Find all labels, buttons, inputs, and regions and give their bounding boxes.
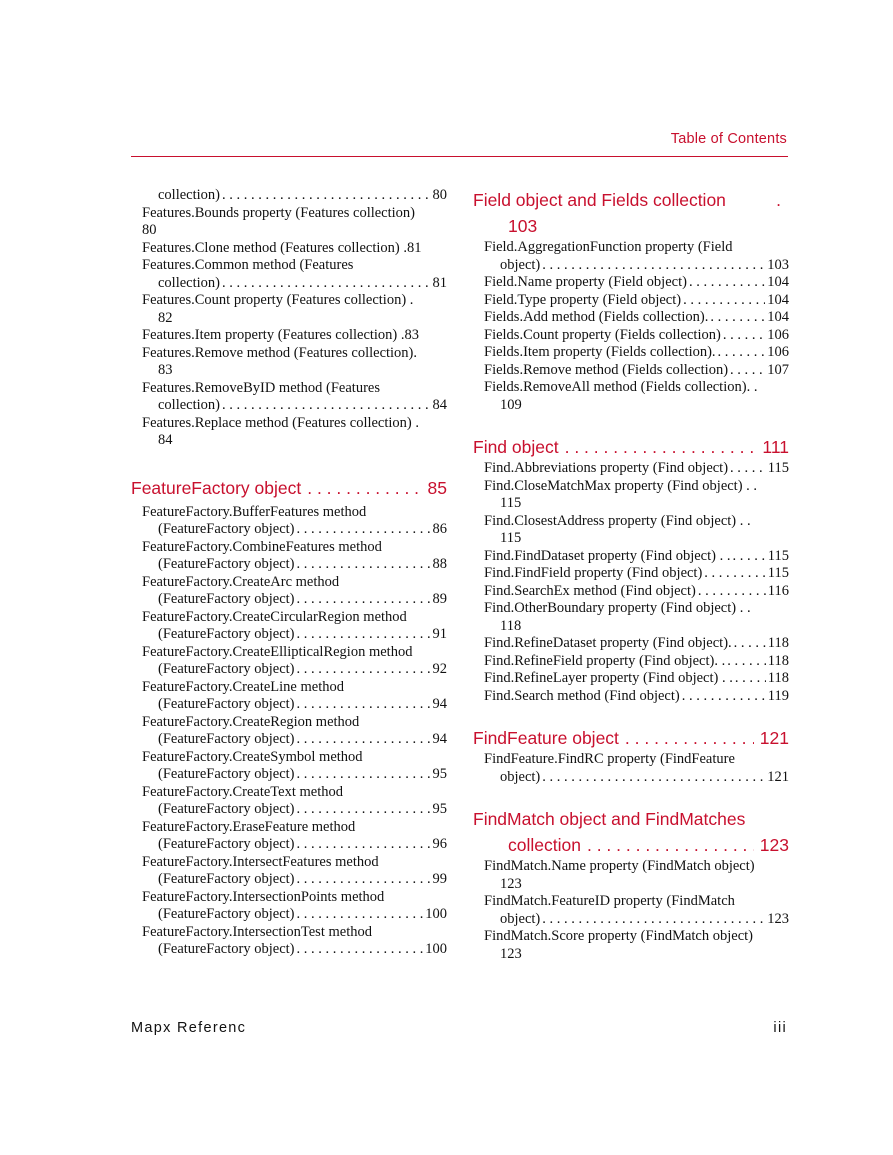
toc-left-column — [131, 187, 447, 959]
page-number: 84 — [432, 397, 447, 413]
section-heading-featurefactory[interactable]: FeatureFactory object . . . 85 — [131, 475, 447, 501]
toc-entry[interactable]: FindFeature.FindRC property (FindFeature — [484, 751, 735, 767]
section-heading-findmatch[interactable]: FindMatch object and FindMatches — [473, 809, 746, 829]
page-number: 80 — [432, 187, 447, 203]
page-number: 119 — [767, 687, 789, 704]
section-heading-findmatch-cont[interactable]: collection . . . 123 — [473, 832, 789, 858]
dot-leader — [689, 274, 765, 292]
dot-leader — [704, 565, 765, 583]
dot-leader — [732, 548, 765, 566]
page-number: 118 — [767, 635, 789, 651]
toc-entry[interactable]: FindMatch.FeatureID property (FindMatch — [484, 893, 735, 909]
toc-entry[interactable]: Features.Clone method (Features collection) .81 — [142, 239, 422, 256]
dot-leader — [542, 911, 765, 929]
toc-entry[interactable]: FeatureFactory.IntersectFeatures method — [142, 853, 379, 870]
toc-entry[interactable]: Features.Bounds property (Features collection) — [142, 204, 416, 221]
page-number: 121 — [767, 768, 789, 785]
dot-leader — [698, 583, 766, 601]
toc-entry[interactable]: FindMatch.Score property (FindMatch object) — [484, 928, 753, 944]
dot-leader — [296, 556, 430, 574]
running-header-title: Table of Contents — [670, 131, 787, 147]
page-number: 118 — [767, 670, 789, 686]
page-number: 84 — [158, 432, 173, 448]
dot-leader — [718, 344, 766, 362]
page-number: 92 — [432, 661, 447, 677]
page-number: 88 — [432, 556, 447, 572]
toc-entry[interactable]: FeatureFactory.EraseFeature method — [142, 818, 356, 835]
dot-leader — [735, 670, 766, 688]
page-number: 104 — [767, 274, 789, 290]
page-number: 111 — [762, 437, 789, 457]
toc-entry[interactable]: FeatureFactory.CreateCircularRegion method — [142, 608, 407, 625]
page-number: 91 — [432, 626, 447, 642]
header-rule — [131, 156, 788, 157]
page-number: 80 — [142, 222, 157, 238]
page-number: 123 — [500, 875, 522, 892]
toc-entry[interactable]: Find.Abbreviations property (Find object) . . . 115 — [473, 460, 789, 478]
page-number: 94 — [432, 731, 447, 747]
toc-entry[interactable]: FeatureFactory.CreateArc method — [142, 573, 340, 590]
toc-entry[interactable]: FeatureFactory.CombineFeatures method — [142, 538, 382, 555]
toc-entry[interactable]: object) . . . 121 — [473, 769, 789, 787]
dot-leader — [710, 309, 765, 327]
page-number: 94 — [432, 696, 447, 712]
page-number: 118 — [767, 652, 789, 669]
page-number: 115 — [500, 530, 522, 546]
dot-leader — [296, 941, 423, 959]
toc-entry[interactable]: Field.Name property (Field object) . . . 104 — [473, 274, 789, 292]
dot-leader — [296, 766, 430, 784]
page-number: 96 — [432, 836, 447, 852]
toc-entry[interactable]: (FeatureFactory object) . . . 94 — [131, 731, 447, 749]
toc-entry[interactable]: FeatureFactory.CreateEllipticalRegion method — [142, 643, 413, 660]
page-number: 95 — [432, 801, 447, 817]
toc-entry[interactable]: (FeatureFactory object) . . . 89 — [131, 591, 447, 609]
page-number: 103 — [767, 256, 789, 273]
dot-leader — [587, 832, 754, 858]
toc-entry[interactable]: Fields.Remove method (Fields collection) . . . 107 — [473, 362, 789, 380]
dot-leader — [682, 688, 766, 706]
toc-entry[interactable]: Find.ClosestAddress property (Find object) . . — [484, 512, 751, 529]
page-number: 99 — [432, 871, 447, 887]
page-number: 118 — [500, 617, 522, 634]
footer-book-title: Mapx Referenc — [131, 1020, 247, 1036]
toc-entry[interactable]: FeatureFactory.BufferFeatures method — [142, 503, 367, 520]
page-number: 104 — [767, 309, 789, 325]
toc-entry[interactable]: Find.OtherBoundary property (Find object) . . — [484, 600, 751, 616]
dot-leader — [222, 397, 430, 415]
page-number: 86 — [432, 521, 447, 537]
toc-right-column — [473, 187, 789, 963]
toc-entry[interactable]: Fields.RemoveAll method (Fields collection). . — [484, 379, 758, 395]
toc-entry[interactable]: (FeatureFactory object) . . . 100 — [131, 906, 447, 924]
toc-entry[interactable]: Find.Search method (Find object) . . . 119 — [473, 688, 789, 706]
dot-leader — [296, 871, 430, 889]
toc-entry[interactable]: Find.RefineField property (Find object). . . . . 118 — [473, 653, 789, 671]
toc-entry[interactable]: Fields.Item property (Fields collection). . . . 106 — [473, 344, 789, 362]
section-heading-find[interactable]: Find object . . . 111 — [473, 434, 789, 460]
dot-leader — [307, 475, 421, 501]
toc-entry[interactable]: Find.RefineDataset property (Find object). . . . 118 — [473, 635, 789, 653]
page-number: 85 — [427, 477, 447, 498]
toc-entry[interactable]: FindMatch.Name property (FindMatch object) — [484, 858, 755, 874]
toc-entry[interactable]: (FeatureFactory object) . . . 96 — [131, 836, 447, 854]
toc-entry[interactable]: (FeatureFactory object) . . . 88 — [131, 556, 447, 574]
dot-leader — [565, 434, 757, 460]
toc-entry[interactable]: FeatureFactory.CreateLine method — [142, 678, 344, 695]
dot-leader — [296, 696, 430, 714]
dot-leader — [625, 725, 754, 751]
page-number: 115 — [500, 495, 522, 511]
toc-entry[interactable]: Field.AggregationFunction property (Field — [484, 239, 733, 255]
toc-entry[interactable]: FeatureFactory.IntersectionTest method — [142, 923, 372, 940]
page-number: 115 — [767, 565, 789, 581]
toc-entry[interactable]: (FeatureFactory object) . . . 92 — [131, 661, 447, 679]
toc-entry[interactable]: (FeatureFactory object) . . . 100 — [131, 941, 447, 959]
dot-leader — [542, 769, 765, 787]
page-number: 109 — [500, 396, 522, 413]
toc-entry[interactable]: collection) . . . 81 — [131, 275, 447, 293]
dot-leader — [296, 521, 430, 539]
dot-leader — [723, 327, 765, 345]
page-number: 121 — [759, 728, 789, 748]
page-number: 115 — [767, 460, 789, 476]
toc-entry[interactable]: (FeatureFactory object) . . . 91 — [131, 626, 447, 644]
toc-entry[interactable]: (FeatureFactory object) . . . 95 — [131, 766, 447, 784]
page-number: 123 — [767, 910, 789, 927]
toc-entry[interactable]: (FeatureFactory object) . . . 94 — [131, 696, 447, 714]
page-number: 100 — [425, 906, 447, 922]
page-number: 89 — [432, 591, 447, 607]
dot-leader — [542, 257, 765, 275]
page-number: 116 — [767, 582, 789, 599]
page-number: 107 — [767, 361, 789, 378]
toc-entry[interactable]: (FeatureFactory object) . . . 99 — [131, 871, 447, 889]
dot-leader — [683, 292, 765, 310]
toc-entry[interactable]: Find.FindField property (Find object) . . . 115 — [473, 565, 789, 583]
dot-leader — [222, 275, 430, 293]
toc-entry[interactable]: Find.RefineLayer property (Find object) . . . . . 118 — [473, 670, 789, 688]
toc-entry[interactable]: object) . . . 103 — [473, 257, 789, 275]
dot-leader — [296, 591, 430, 609]
toc-entry[interactable]: object) . . . 123 — [473, 911, 789, 929]
toc-entry[interactable]: Features.Remove method (Features collection). — [142, 344, 418, 361]
page-number: 95 — [432, 766, 447, 782]
page-number: 106 — [767, 326, 789, 343]
toc-entry[interactable]: Find.SearchEx method (Find object) . . . 116 — [473, 583, 789, 601]
section-heading-findfeature[interactable]: FindFeature object . . . 121 — [473, 725, 789, 751]
page-number: 82 — [158, 309, 173, 326]
dot-leader — [296, 626, 430, 644]
toc-entry[interactable]: FeatureFactory.CreateText method — [142, 783, 343, 800]
dot-leader — [730, 460, 766, 478]
toc-entry[interactable]: Fields.Count property (Fields collection) . . . 106 — [473, 327, 789, 345]
dot-leader — [222, 187, 430, 205]
toc-entry[interactable]: Features.Count property (Features collection) . — [142, 292, 414, 308]
page-number: 81 — [432, 274, 447, 291]
page-number: 83 — [158, 362, 173, 378]
toc-entry[interactable]: Features.Item property (Features collection) .83 — [142, 327, 420, 343]
toc-entry[interactable]: FeatureFactory.CreateRegion method — [142, 713, 360, 730]
page-number: 123 — [759, 835, 789, 855]
dot-leader — [296, 731, 430, 749]
page-number: 123 — [500, 945, 522, 962]
page-number: 104 — [767, 291, 789, 308]
toc-entry[interactable]: (FeatureFactory object) . . . 86 — [131, 521, 447, 539]
toc-entry[interactable]: Find.CloseMatchMax property (Find object) . . — [484, 477, 758, 494]
page-number: 100 — [425, 941, 447, 957]
toc-entry[interactable]: (FeatureFactory object) . . . 95 — [131, 801, 447, 819]
toc-entry[interactable]: Field.Type property (Field object) . . . 104 — [473, 292, 789, 310]
toc-entry[interactable]: Fields.Add method (Fields collection). . . . 104 — [473, 309, 789, 327]
section-heading-field[interactable]: Field object and Fields collection . — [473, 190, 781, 210]
footer-page-number: iii — [773, 1020, 787, 1036]
dot-leader — [296, 661, 430, 679]
toc-entry[interactable]: FeatureFactory.CreateSymbol method — [142, 748, 363, 765]
page-number: 106 — [767, 344, 789, 360]
toc-entry[interactable]: collection) . . . 84 — [131, 397, 447, 415]
toc-entry[interactable]: FeatureFactory.IntersectionPoints method — [142, 888, 385, 905]
toc-entry[interactable]: Find.FindDataset property (Find object) . . . . . 115 — [473, 548, 789, 566]
dot-leader — [730, 362, 765, 380]
toc-entry[interactable]: Features.Replace method (Features collection) . — [142, 414, 420, 431]
dot-leader — [296, 906, 423, 924]
dot-leader — [727, 653, 766, 671]
toc-entry[interactable]: Features.RemoveByID method (Features — [142, 379, 380, 396]
page-number: 103 — [508, 216, 538, 236]
dot-leader — [296, 836, 430, 854]
page-number: 115 — [767, 547, 789, 564]
toc-entry[interactable]: collection) . . . 80 — [131, 187, 447, 205]
dot-leader — [734, 635, 766, 653]
dot-leader — [296, 801, 430, 819]
toc-entry[interactable]: Features.Common method (Features — [142, 257, 354, 273]
